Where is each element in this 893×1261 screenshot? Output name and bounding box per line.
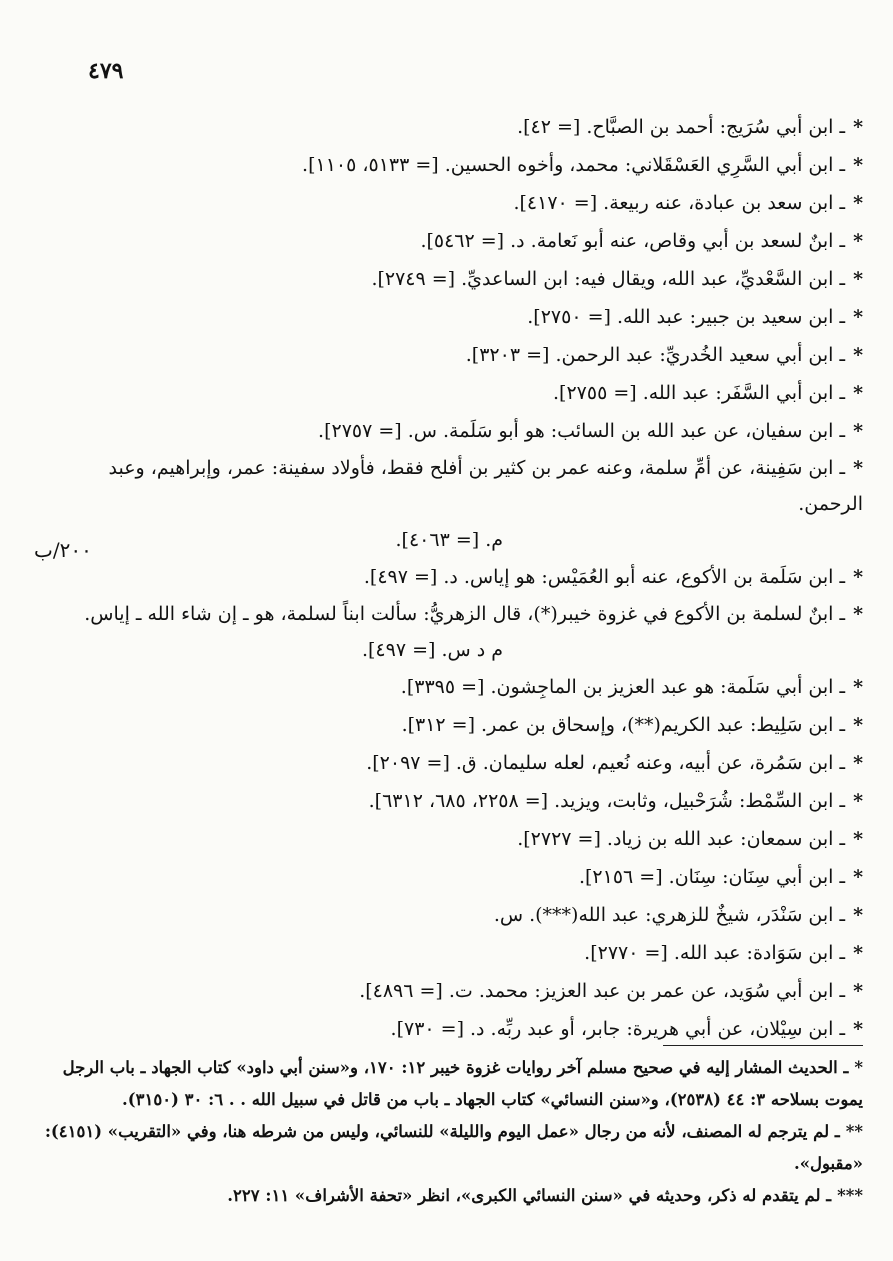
entry-text: ـ ابن أبي السَّفَر: عبد الله. [= ٢٧٥٥]. (553, 382, 846, 404)
entry-text: ـ ابن أبي سَلَمة: هو عبد العزيز بن الماجِشون. [= ٣٣٩٥]. (400, 676, 846, 698)
entries-list (43, 108, 863, 1048)
entry-text: ـ ابن سَفِينة، عن أمِّ سلمة، وعنه عمر بن كثير بن أفلح فقط، فأولاد سفينة: عمر، وإبراهيم، وعبد الرحمن. (108, 457, 863, 515)
entry-text: ـ ابنٌ لسعد بن أبي وقاص، عنه أبو نَعامة. د. [= ٥٤٦٢]. (420, 230, 846, 252)
entry-text: ـ ابن سَمُرة، عن أبيه، وعنه نُعيم، لعله سليمان. ق. [= ٢٠٩٧]. (366, 752, 846, 774)
entry-text: ـ ابن سعد بن عبادة، عنه ربيعة. [= ٤١٧٠]. (513, 192, 846, 214)
entry: *ـ ابن أبي سُوَيد، عن عمر بن عبد العزيز: محمد. ت. [= ٤٨٩٦]. (359, 980, 863, 1002)
entry-text: ـ ابن سَوَادة: عبد الله. [= ٢٧٧٠]. (584, 942, 846, 964)
entry: *ـ ابنٌ لسلمة بن الأكوع في غزوة خيبر(*)، قال الزهريُّ: سألت ابناً لسلمة، هو ـ إن شاء الله ـ إياس. م د س. [= ٤٩٧]. (43, 596, 863, 668)
entry-text: ـ ابن سفيان، عن عبد الله بن السائب: هو أبو سَلَمة. س. [= ٢٧٥٧]. (318, 420, 846, 442)
entry-continuation: م. [= ٤٠٦٣]. (395, 529, 503, 551)
entry: *ـ ابن سِيْلان، عن أبي هريرة: جابر، أو عبد ربِّه. د. [= ٧٣٠]. (390, 1018, 863, 1040)
entry-text: ـ ابن السِّمْط: شُرَحْبيل، وثابت، ويزيد. [= ٢٢٥٨، ٦٨٥، ٦٣١٢]. (368, 790, 846, 812)
entry: *ـ ابن سعد بن عبادة، عنه ربيعة. [= ٤١٧٠]. (513, 192, 863, 214)
entry-text: ـ ابن سِيْلان، عن أبي هريرة: جابر، أو عبد ربِّه. د. [= ٧٣٠]. (390, 1018, 846, 1040)
entry-continuation: م د س. [= ٤٩٧]. (361, 639, 503, 661)
footnotes (38, 1045, 863, 1212)
entry-text: ـ ابن سَنْدَر، شيخٌ للزهري: عبد الله(***). س. (493, 904, 846, 926)
entry: *ـ ابن سَمُرة، عن أبيه، وعنه نُعيم، لعله سليمان. ق. [= ٢٠٩٧]. (366, 752, 863, 774)
entry-text: ـ ابنٌ لسلمة بن الأكوع في غزوة خيبر(*)، قال الزهريُّ: سألت ابناً لسلمة، هو ـ إن شاء الله ـ إياس. (84, 603, 846, 625)
entry: *ـ ابن أبي سعيد الخُدريِّ: عبد الرحمن. [= ٣٢٠٣]. (465, 344, 863, 366)
entry-text: ـ ابن السَّعْديِّ، عبد الله، ويقال فيه: ابن الساعديِّ. [= ٢٧٤٩]. (371, 268, 846, 290)
entry-text: ـ ابن أبي سُرَيج: أحمد بن الصبَّاح. [= ٤٢]. (517, 116, 846, 138)
entry: *ـ ابن سمعان: عبد الله بن زياد. [= ٢٧٢٧]. (517, 828, 863, 850)
footnote-text: ـ لم يتقدم له ذكر، وحديثه في «سنن النسائي الكبرى»، انظر «تحفة الأشراف» ١١: ٢٢٧. (227, 1186, 832, 1205)
entry: *ـ ابن سَلِيط: عبد الكريم(**)، وإسحاق بن عمر. [= ٣١٢]. (401, 714, 863, 736)
entry: *ـ ابن أبي السَّرِي العَسْقَلاني: محمد، وأخوه الحسين. [= ٥١٣٣، ١١٠٥]. (302, 154, 863, 176)
entry-text: ـ ابن سمعان: عبد الله بن زياد. [= ٢٧٢٧]. (517, 828, 846, 850)
footnote: **ـ لم يترجم له المصنف، لأنه من رجال «عمل اليوم والليلة» للنسائي، وليس من شرطه هنا، وفي «التقريب» (٤١٥١): «مقبول». (44, 1122, 863, 1173)
entry-text: ـ ابن سعيد بن جبير: عبد الله. [= ٢٧٥٠]. (527, 306, 846, 328)
entry: *ـ ابن سَنْدَر، شيخٌ للزهري: عبد الله(***). س. (493, 904, 863, 926)
footnote: *ـ الحديث المشار إليه في صحيح مسلم آخر روايات غزوة خيبر ١٢: ١٧٠، و«سنن أبي داود» كتاب الجهاد ـ باب الرجل يموت بسلاحه ٣: ٤٤ (٢٥٣٨)، و«سنن النسائي» كتاب الجهاد ـ باب من قاتل في سبيل الله . . ٦: ٣٠ (٣١٥٠). (62, 1058, 863, 1109)
entry: *ـ ابن أبي السَّفَر: عبد الله. [= ٢٧٥٥]. (553, 382, 863, 404)
entry: *ـ ابن أبي سَلَمة: هو عبد العزيز بن الماجِشون. [= ٣٣٩٥]. (400, 676, 863, 698)
entry: *ـ ابن أبي سُرَيج: أحمد بن الصبَّاح. [= ٤٢]. (517, 116, 863, 138)
entry: *ـ ابن السِّمْط: شُرَحْبيل، وثابت، ويزيد. [= ٢٢٥٨، ٦٨٥، ٦٣١٢]. (368, 790, 863, 812)
footnote: ***ـ لم يتقدم له ذكر، وحديثه في «سنن النسائي الكبرى»، انظر «تحفة الأشراف» ١١: ٢٢٧. (227, 1186, 863, 1205)
entry: *ـ ابن سَوَادة: عبد الله. [= ٢٧٧٠]. (584, 942, 863, 964)
entry-text: ـ ابن أبي السَّرِي العَسْقَلاني: محمد، وأخوه الحسين. [= ٥١٣٣، ١١٠٥]. (302, 154, 846, 176)
entry-text: ـ ابن سَلَمة بن الأكوع، عنه أبو العُمَيْس: هو إياس. د. [= ٤٩٧]. (363, 566, 846, 588)
entry-text: ـ ابن أبي سُوَيد، عن عمر بن عبد العزيز: محمد. ت. [= ٤٨٩٦]. (359, 980, 846, 1002)
entry: *ـ ابن سَلَمة بن الأكوع، عنه أبو العُمَيْس: هو إياس. د. [= ٤٩٧]. (363, 566, 863, 588)
entry-text: ـ ابن أبي سِنَان: سِنَان. [= ٢١٥٦]. (578, 866, 846, 888)
entry: *ـ ابن سعيد بن جبير: عبد الله. [= ٢٧٥٠]. (527, 306, 863, 328)
entry-text: ـ ابن سَلِيط: عبد الكريم(**)، وإسحاق بن عمر. [= ٣١٢]. (401, 714, 846, 736)
entry: *ـ ابن أبي سِنَان: سِنَان. [= ٢١٥٦]. (578, 866, 863, 888)
footnote-divider (663, 1045, 863, 1046)
page-number: ٤٧٩ (88, 58, 124, 84)
entry: *ـ ابنٌ لسعد بن أبي وقاص، عنه أبو نَعامة. د. [= ٥٤٦٢]. (420, 230, 863, 252)
margin-note: ٢٠٠/ب (34, 538, 92, 562)
entry-text: ـ ابن أبي سعيد الخُدريِّ: عبد الرحمن. [= ٣٢٠٣]. (465, 344, 846, 366)
entry: *ـ ابن السَّعْديِّ، عبد الله، ويقال فيه: ابن الساعديِّ. [= ٢٧٤٩]. (371, 268, 863, 290)
entry: *ـ ابن سَفِينة، عن أمِّ سلمة، وعنه عمر بن كثير بن أفلح فقط، فأولاد سفينة: عمر، وإبراهيم، وعبد الرحمن. م. [= ٤٠٦٣]. (43, 450, 863, 558)
entry: *ـ ابن سفيان، عن عبد الله بن السائب: هو أبو سَلَمة. س. [= ٢٧٥٧]. (318, 420, 863, 442)
footnote-text: ـ لم يترجم له المصنف، لأنه من رجال «عمل اليوم والليلة» للنسائي، وليس من شرطه هنا، وفي «التقريب» (٤١٥١): «مقبول». (44, 1122, 863, 1173)
footnote-text: ـ الحديث المشار إليه في صحيح مسلم آخر روايات غزوة خيبر ١٢: ١٧٠، و«سنن أبي داود» كتاب الجهاد ـ باب الرجل يموت بسلاحه ٣: ٤٤ (٢٥٣٨)، و«سنن النسائي» كتاب الجهاد ـ باب من قاتل في سبيل الله . . ٦: ٣٠ (٣١٥٠). (62, 1058, 863, 1109)
